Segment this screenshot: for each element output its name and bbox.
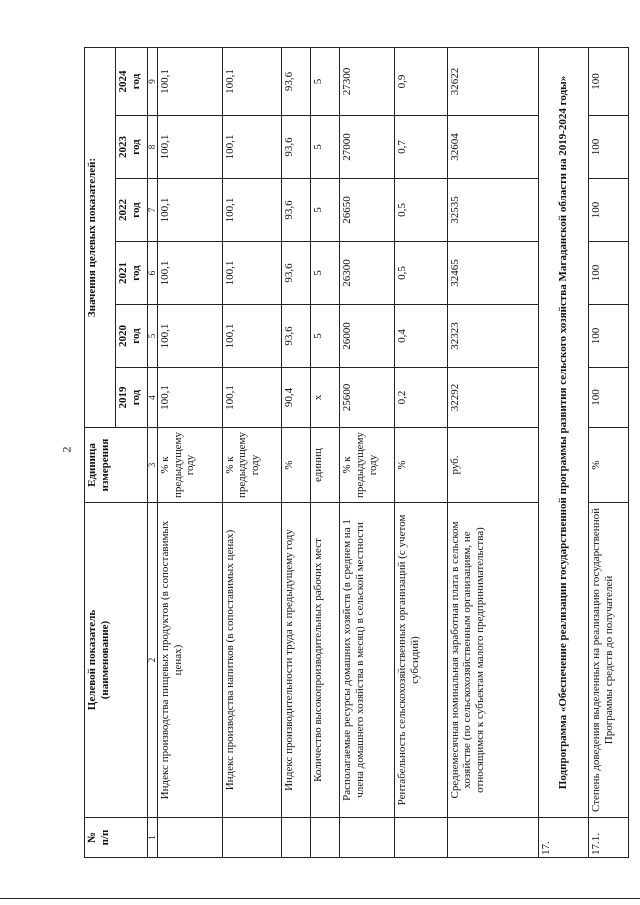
row-value: 100,1 (157, 305, 222, 368)
row-value: 0,4 (395, 305, 447, 368)
row-value: 100 (589, 179, 629, 242)
row-name: Рентабельность сельскохозяйственных организаций (с учетом субсидий) (395, 503, 447, 818)
row-value: 32292 (447, 368, 539, 428)
row-value: 26650 (340, 179, 395, 242)
col-number: 1 (147, 818, 157, 858)
row-value: 100,1 (157, 242, 222, 305)
row-value: 90,4 (281, 368, 310, 428)
header-year: 2019 год (116, 368, 147, 428)
row-value: 32323 (447, 305, 539, 368)
subprogram-title: Подпрограмма «Обеспечение реализации государственной программы развития сельского хозяйства Магаданской области на 2019-2024 годы» (539, 47, 589, 817)
row-num: 17.1. (589, 818, 629, 858)
header-year: 2020 год (116, 305, 147, 368)
row-value: 100,1 (222, 305, 281, 368)
row-unit: % к предыдущему году (340, 428, 395, 503)
row-value: 100,1 (157, 368, 222, 428)
col-number: 6 (147, 242, 157, 305)
row-value: 27300 (340, 47, 395, 115)
row-value: 32465 (447, 242, 539, 305)
row-value: x (311, 368, 340, 428)
row-value: 27000 (340, 116, 395, 179)
row-unit: % (281, 428, 310, 503)
row-num (395, 818, 447, 858)
row-value: 100 (589, 368, 629, 428)
row-value: 100 (589, 305, 629, 368)
row-num (222, 818, 281, 858)
header-year: 2024 год (116, 47, 147, 115)
table-row (311, 47, 340, 857)
targets-table (84, 47, 629, 858)
col-number: 4 (147, 368, 157, 428)
page-bottom-rule (0, 898, 640, 899)
row-name: Индекс производства пищевых продуктов (в сопоставимых ценах) (157, 503, 222, 818)
row-value: 100,1 (222, 116, 281, 179)
row-name: Располагаемые ресурсы домашних хозяйств (в среднем на 1 члена домашнего хозяйства в месяц) в сельской местности (340, 503, 395, 818)
row-num (311, 818, 340, 858)
table-row (589, 47, 629, 857)
header-indicator: Целевой показатель (наименование) (85, 503, 148, 818)
row-num (340, 818, 395, 858)
row-value: 26300 (340, 242, 395, 305)
page-number: 2 (59, 446, 74, 453)
row-value: 100 (589, 116, 629, 179)
header-year: 2022 год (116, 179, 147, 242)
row-value: 93,6 (281, 305, 310, 368)
table-row (447, 47, 539, 857)
row-value: 93,6 (281, 47, 310, 115)
header-values-group: Значения целевых показателей: (85, 47, 116, 427)
row-num (157, 818, 222, 858)
row-value: 5 (311, 242, 340, 305)
row-num (281, 818, 310, 858)
row-value: 0,7 (395, 116, 447, 179)
row-value: 26000 (340, 305, 395, 368)
col-number: 8 (147, 116, 157, 179)
row-value: 93,6 (281, 116, 310, 179)
rotated-table-wrapper (84, 48, 629, 858)
table-row (157, 47, 222, 857)
row-value: 100,1 (157, 47, 222, 115)
header-year: 2023 год (116, 116, 147, 179)
row-unit: % (395, 428, 447, 503)
row-value: 100,1 (157, 116, 222, 179)
row-value: 93,6 (281, 242, 310, 305)
subprogram-num: 17. (539, 818, 589, 858)
subprogram-row (539, 47, 589, 857)
table-row (281, 47, 310, 857)
row-value: 25600 (340, 368, 395, 428)
row-value: 5 (311, 305, 340, 368)
col-number: 3 (147, 428, 157, 503)
row-value: 100,1 (157, 179, 222, 242)
table-row (222, 47, 281, 857)
row-value: 32535 (447, 179, 539, 242)
table-row (395, 47, 447, 857)
row-name: Индекс производства напитков (в сопоставимых ценах) (222, 503, 281, 818)
row-name: Степень доведения выделенных на реализацию государственной Программы средств до получателей (589, 503, 629, 818)
row-unit: % (589, 428, 629, 503)
row-value: 0,9 (395, 47, 447, 115)
row-value: 0,5 (395, 179, 447, 242)
col-number: 9 (147, 47, 157, 115)
row-num (447, 818, 539, 858)
row-value: 100 (589, 47, 629, 115)
header-year: 2021 год (116, 242, 147, 305)
header-num: № п/п (85, 818, 148, 858)
row-name: Количество высокопроизводительных рабочих мест (311, 503, 340, 818)
col-number: 7 (147, 179, 157, 242)
row-value: 100,1 (222, 179, 281, 242)
row-value: 5 (311, 179, 340, 242)
row-name: Индекс производительности труда к предыдущему году (281, 503, 310, 818)
col-number: 2 (147, 503, 157, 818)
row-value: 100,1 (222, 47, 281, 115)
row-value: 93,6 (281, 179, 310, 242)
row-value: 32604 (447, 116, 539, 179)
row-value: 0,5 (395, 242, 447, 305)
row-value: 100,1 (222, 242, 281, 305)
row-unit: единиц (311, 428, 340, 503)
col-number: 5 (147, 305, 157, 368)
row-name: Среднемесячная номинальная заработная плата в сельском хозяйстве (по сельскохозяйственным организациям, не относящимся к субъектам малого предпринимательства) (447, 503, 539, 818)
row-value: 100,1 (222, 368, 281, 428)
row-unit: % к предыдущему году (157, 428, 222, 503)
row-unit: % к предыдущему году (222, 428, 281, 503)
row-value: 5 (311, 116, 340, 179)
row-value: 5 (311, 47, 340, 115)
header-unit: Единица измерения (85, 428, 148, 503)
row-value: 32622 (447, 47, 539, 115)
row-value: 100 (589, 242, 629, 305)
row-unit: руб. (447, 428, 539, 503)
table-row (340, 47, 395, 857)
row-value: 0,2 (395, 368, 447, 428)
